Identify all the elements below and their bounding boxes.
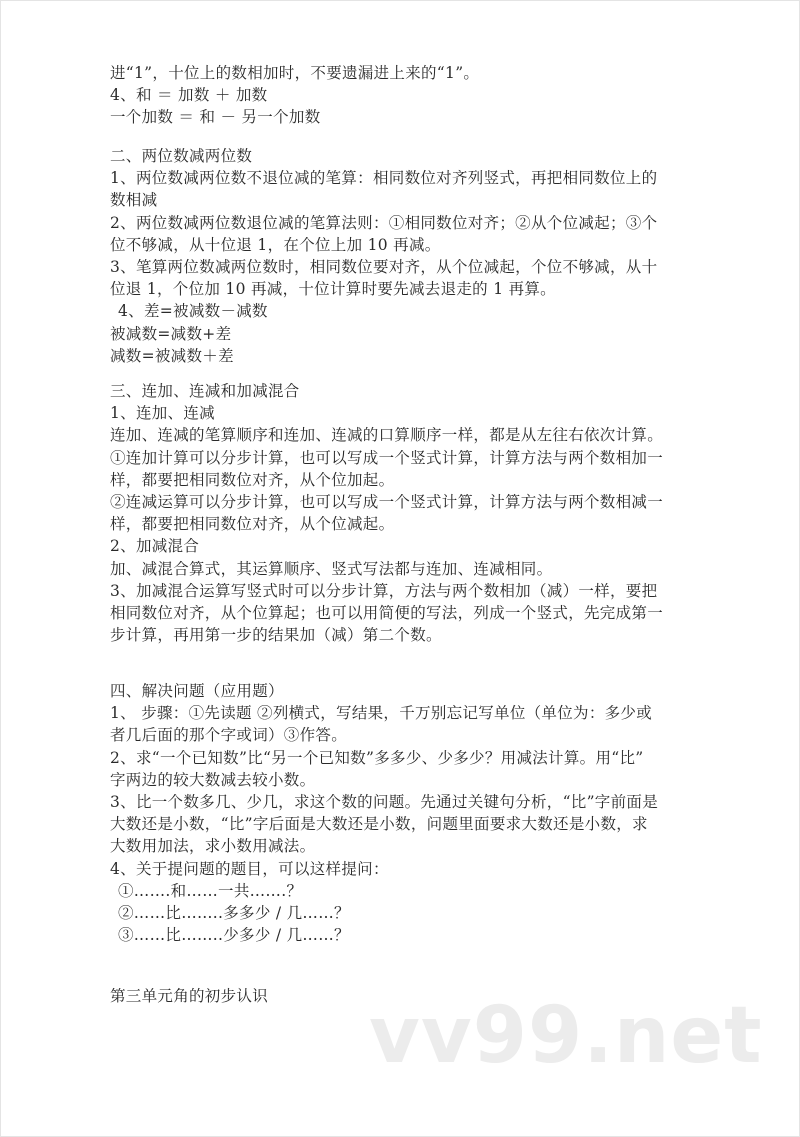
text-line: 大数还是小数，“比”字后面是大数还是小数，问题里面要求大数还是小数，求 bbox=[110, 815, 648, 834]
text-line: ①连加计算可以分步计算，也可以写成一个竖式计算，计算方法与两个数相加一 bbox=[110, 448, 664, 467]
watermark: vv99.net bbox=[369, 991, 763, 1081]
text-line: ②连减运算可以分步计算，也可以写成一个竖式计算，计算方法与两个数相减一 bbox=[110, 493, 664, 512]
unit-title: 第三单元角的初步认识 bbox=[110, 987, 269, 1005]
text-line: 字两边的较大数减去较小数。 bbox=[110, 770, 316, 789]
text-line: 3、笔算两位数减两位数时，相同数位要对齐，从个位减起，个位不够减，从十 bbox=[110, 258, 658, 277]
text-line: 位退 1，个位加 10 再减，十位计算时要先减去退走的 1 再算。 bbox=[110, 280, 556, 299]
text-line: 2、求“一个已知数”比“另一个已知数”多多少、少多少？用减法计算。用“比” bbox=[110, 748, 644, 767]
question-template: ②……比……..多多少 / 几……？ bbox=[118, 904, 350, 923]
section-heading: 二、两位数减两位数 bbox=[110, 147, 253, 165]
text-line: 步计算，再用第一步的结果加（减）第二个数。 bbox=[110, 626, 442, 645]
question-template: ①…….和……一共…….？ bbox=[118, 881, 303, 900]
section4 bbox=[110, 680, 710, 946]
text-line: 连加、连减的笔算顺序和连加、连减的口算顺序一样，都是从左往右依次计算。 bbox=[110, 426, 664, 445]
section2 bbox=[110, 145, 710, 367]
text-line: 进“1”，十位上的数相加时，不要遗漏进上来的“1”。 bbox=[110, 64, 480, 82]
text-line: 3、比一个数多几、少几，求这个数的问题。先通过关键句分析，“比”字前面是 bbox=[110, 793, 659, 812]
text-line: 数相减 bbox=[110, 191, 158, 210]
text-line: 4、差=被减数－减数 bbox=[118, 302, 268, 321]
text-line: 样，都要把相同数位对齐，从个位减起。 bbox=[110, 515, 395, 534]
text-line: 4、和 ＝ 加数 ＋ 加数 bbox=[110, 86, 268, 105]
text-line: 者几后面的那个字或词）③作答。 bbox=[110, 726, 348, 745]
text-line: 1、 步骤：①先读题 ②列横式，写结果，千万别忘记写单位（单位为：多少或 bbox=[110, 704, 653, 723]
text-line: 大数用加法，求小数用减法。 bbox=[110, 837, 316, 856]
section3 bbox=[110, 380, 710, 646]
text-line: 2、加减混合 bbox=[110, 537, 200, 556]
text-line: 一个加数 ＝ 和 － 另一个加数 bbox=[110, 108, 321, 127]
text-line: 2、两位数减两位数退位减的笔算法则：①相同数位对齐；②从个位减起；③个 bbox=[110, 213, 658, 232]
section-heading: 三、连加、连减和加减混合 bbox=[110, 382, 300, 400]
text-line: 相同数位对齐，从个位算起；也可以用简便的写法，列成一个竖式，先完成第一 bbox=[110, 604, 664, 623]
text-line: 1、连加、连减 bbox=[110, 404, 215, 423]
section-heading: 四、解决问题（应用题） bbox=[110, 682, 284, 700]
text-line: 减数=被减数＋差 bbox=[110, 346, 234, 365]
text-line: 位不够减，从十位退 1，在个位上加 10 再减。 bbox=[110, 235, 441, 254]
question-template: ③……比……..少多少 / 几……？ bbox=[118, 926, 350, 945]
text-line: 4、关于提问题的题目，可以这样提问： bbox=[110, 859, 389, 878]
text-line: 3、加减混合运算写竖式时可以分步计算，方法与两个数相加（减）一样，要把 bbox=[110, 581, 658, 600]
text-line: 加、减混合算式，其运算顺序、竖式写法都与连加、连减相同。 bbox=[110, 559, 553, 578]
section1-tail bbox=[110, 62, 710, 129]
text-line: 被减数=减数+差 bbox=[110, 324, 232, 343]
text-line: 样，都要把相同数位对齐，从个位加起。 bbox=[110, 470, 395, 489]
text-line: 1、两位数减两位数不退位减的笔算：相同数位对齐列竖式，再把相同数位上的 bbox=[110, 169, 658, 188]
